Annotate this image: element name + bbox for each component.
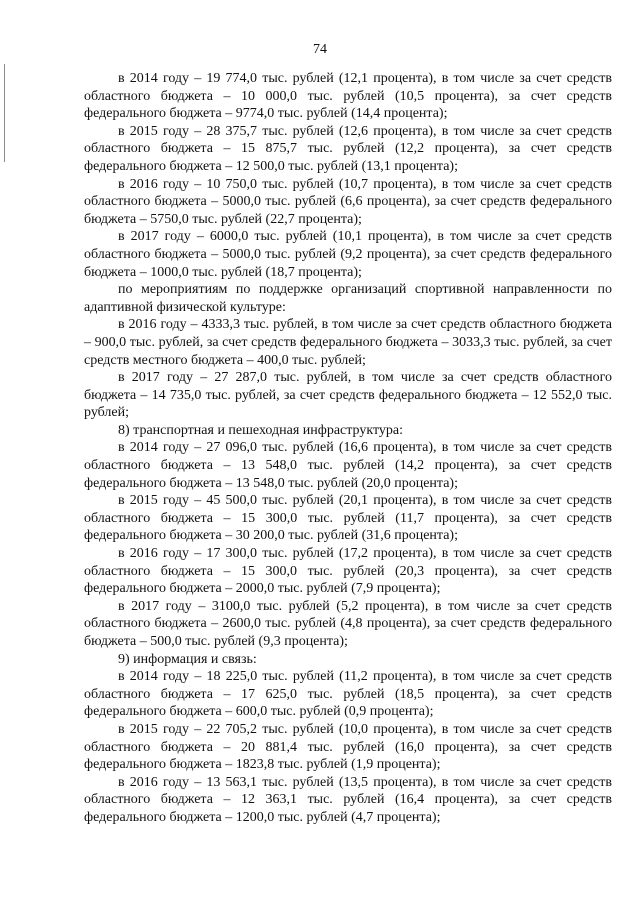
paragraph-2017-sport-budget: в 2017 году – 6000,0 тыс. рублей (10,1 процента), в том числе за счет средств областного бюджета – 5000,0 тыс. рублей (9,2 процента), за счет средств федерального бюджета – 1000,0 тыс. рублей (18,7 процента); [84, 229, 612, 280]
page-number: 74 [313, 42, 327, 57]
paragraph-2015-sport-budget: в 2015 году – 28 375,7 тыс. рублей (12,6 процента), в том числе за счет средств областного бюджета – 15 875,7 тыс. рублей (12,2 процента), за счет средств федерального бюджета – 12 500,0 тыс. рублей (13,1 процента); [84, 123, 612, 174]
paragraph-2016-transport: в 2016 году – 17 300,0 тыс. рублей (17,2 процента), в том числе за счет средств областного бюджета – 15 300,0 тыс. рублей (20,3 процента), за счет средств федерального бюджета – 2000,0 тыс. рублей (7,9 процента); [84, 546, 612, 597]
paragraph-2017-transport: в 2017 году – 3100,0 тыс. рублей (5,2 процента), в том числе за счет средств областного бюджета – 2600,0 тыс. рублей (4,8 процента), за счет средств федерального бюджета – 500,0 тыс. рублей (9,3 процента); [84, 598, 612, 649]
paragraph-2014-information: в 2014 году – 18 225,0 тыс. рублей (11,2 процента), в том числе за счет средств областного бюджета – 17 625,0 тыс. рублей (18,5 процента), за счет средств федерального бюджета – 600,0 тыс. рублей (0,9 процента); [84, 669, 612, 720]
paragraph-2014-transport: в 2014 году – 27 096,0 тыс. рублей (16,6 процента), в том числе за счет средств областного бюджета – 13 548,0 тыс. рублей (14,2 процента), за счет средств федерального бюджета – 13 548,0 тыс. рублей (20,0 процента); [84, 440, 612, 491]
section-heading-information: 9) информация и связь: [118, 651, 257, 667]
margin-mark [4, 64, 5, 162]
paragraph-2016-information: в 2016 году – 13 563,1 тыс. рублей (13,5 процента), в том числе за счет средств областного бюджета – 12 363,1 тыс. рублей (16,4 процента), за счет средств федерального бюджета – 1200,0 тыс. рублей (4,7 процента); [84, 774, 612, 825]
paragraph-2016-adaptive-sport: в 2016 году – 4333,3 тыс. рублей, в том числе за счет средств областного бюджета – 900,0 тыс. рублей, за счет средств федерального бюджета – 3033,3 тыс. рублей, за счет средств местного бюджета – 400,0 тыс. рублей; [84, 317, 612, 368]
paragraph-2015-information: в 2015 году – 22 705,2 тыс. рублей (10,0 процента), в том числе за счет средств областного бюджета – 20 881,4 тыс. рублей (16,0 процента), за счет средств федерального бюджета – 1823,8 тыс. рублей (1,9 процента); [84, 721, 612, 773]
body-text [84, 70, 612, 827]
paragraph-2014-sport-budget: в 2014 году – 19 774,0 тыс. рублей (12,1 процента), в том числе за счет средств областного бюджета – 10 000,0 тыс. рублей (10,5 процента), за счет средств федерального бюджета – 9774,0 тыс. рублей (14,4 процента); [84, 71, 612, 122]
section-heading-transport: 8) транспортная и пешеходная инфраструктура: [118, 422, 404, 438]
paragraph-2016-sport-budget: в 2016 году – 10 750,0 тыс. рублей (10,7 процента), в том числе за счет средств областного бюджета – 5000,0 тыс. рублей (6,6 процента), за счет средств федерального бюджета – 5750,0 тыс. рублей (22,7 процента); [84, 176, 612, 227]
paragraph-2017-adaptive-sport: в 2017 году – 27 287,0 тыс. рублей, в том числе за счет средств областного бюджета – 14 735,0 тыс. рублей, за счет средств федерального бюджета – 12 552,0 тыс. рублей; [84, 370, 612, 421]
paragraph-2015-transport: в 2015 году – 45 500,0 тыс. рублей (20,1 процента), в том числе за счет средств областного бюджета – 15 300,0 тыс. рублей (11,7 процента), за счет средств федерального бюджета – 30 200,0 тыс. рублей (31,6 процента); [84, 493, 612, 544]
paragraph-adaptive-sport-heading: по мероприятиям по поддержке организаций спортивной направленности по адаптивной физической культуре: [84, 282, 612, 315]
